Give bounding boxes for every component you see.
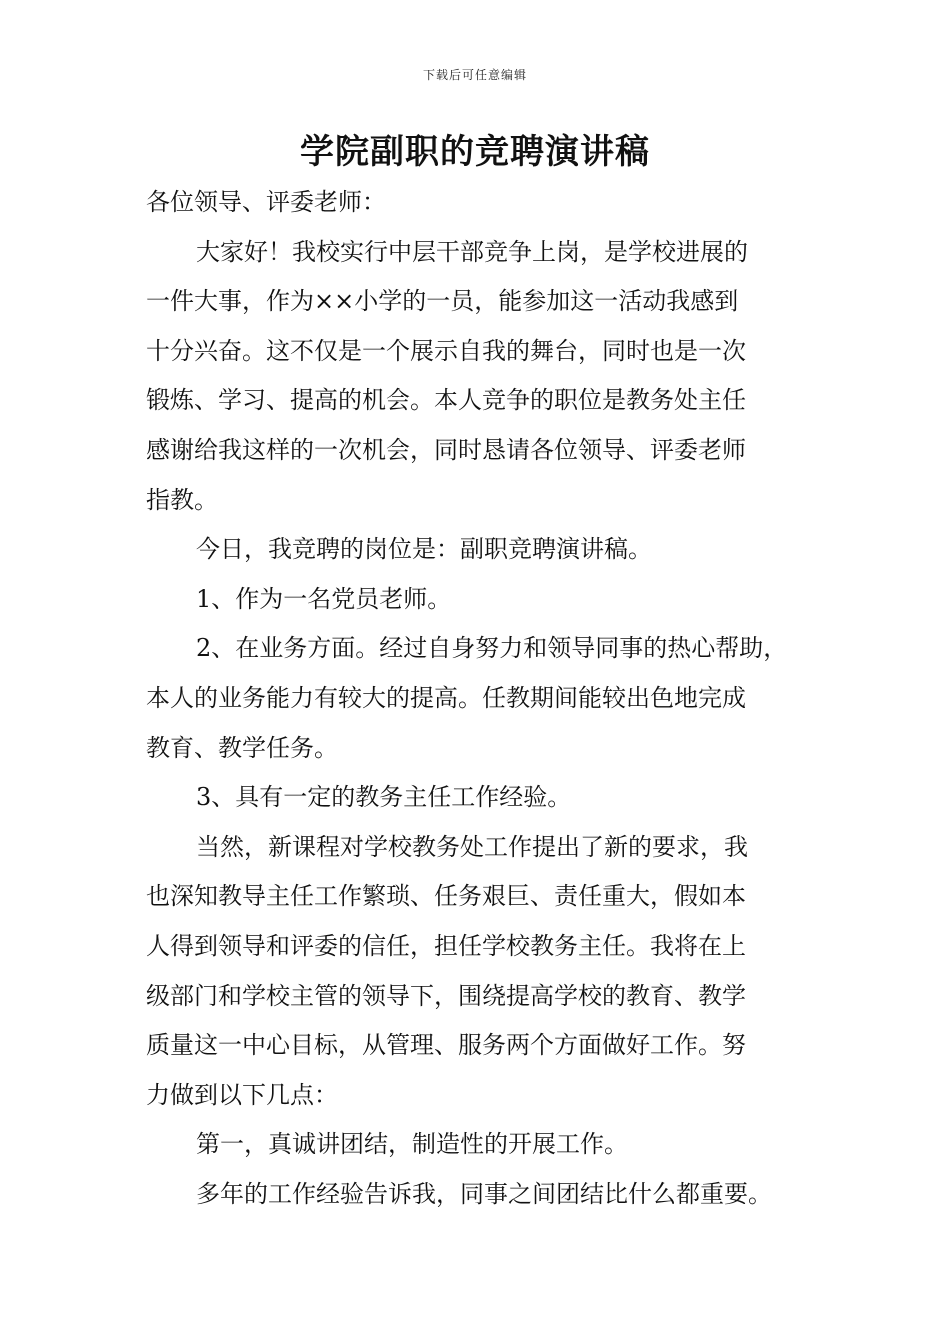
paragraph-line: 今日，我竞聘的岗位是：副职竞聘演讲稿。 bbox=[196, 535, 652, 564]
paragraph-line: 教育、教学任务。 bbox=[146, 733, 338, 762]
paragraph-line: 感谢给我这样的一次机会，同时恳请各位领导、评委老师 bbox=[146, 435, 746, 464]
paragraph-line: 第一，真诚讲团结，制造性的开展工作。 bbox=[196, 1130, 628, 1159]
paragraph-line: 大家好！我校实行中层干部竞争上岗，是学校进展的 bbox=[196, 237, 748, 266]
list-item: 1、作为一名党员老师。 bbox=[196, 584, 452, 613]
list-item: 2、在业务方面。经过自身努力和领导同事的热心帮助， bbox=[196, 634, 788, 663]
page-header-note: 下载后可任意编辑 bbox=[422, 68, 527, 82]
paragraph-line: 人得到领导和评委的信任，担任学校教务主任。我将在上 bbox=[146, 931, 746, 960]
paragraph-line: 级部门和学校主管的领导下，围绕提高学校的教育、教学 bbox=[146, 981, 746, 1010]
paragraph-line: 指教。 bbox=[146, 485, 218, 514]
paragraph-line: 锻炼、学习、提高的机会。本人竞争的职位是教务处主任 bbox=[146, 386, 746, 415]
paragraph-line: 质量这一中心目标，从管理、服务两个方面做好工作。努 bbox=[146, 1031, 746, 1060]
salutation-line: 各位领导、评委老师： bbox=[146, 188, 386, 216]
document-title: 学院副职的竞聘演讲稿 bbox=[300, 132, 650, 172]
paragraph-line: 当然，新课程对学校教务处工作提出了新的要求，我 bbox=[196, 832, 748, 861]
paragraph-line: 多年的工作经验告诉我，同事之间团结比什么都重要。 bbox=[196, 1179, 772, 1208]
paragraph-line: 一件大事，作为××小学的一员，能参加这一活动我感到 bbox=[146, 287, 739, 316]
paragraph-line: 十分兴奋。这不仅是一个展示自我的舞台，同时也是一次 bbox=[146, 336, 746, 365]
paragraph-line: 本人的业务能力有较大的提高。任教期间能较出色地完成 bbox=[146, 683, 746, 712]
paragraph-line: 也深知教导主任工作繁琐、任务艰巨、责任重大，假如本 bbox=[146, 882, 746, 911]
document-body bbox=[146, 178, 826, 1219]
paragraph-line: 力做到以下几点： bbox=[146, 1080, 338, 1109]
list-item: 3、具有一定的教务主任工作经验。 bbox=[196, 783, 572, 812]
